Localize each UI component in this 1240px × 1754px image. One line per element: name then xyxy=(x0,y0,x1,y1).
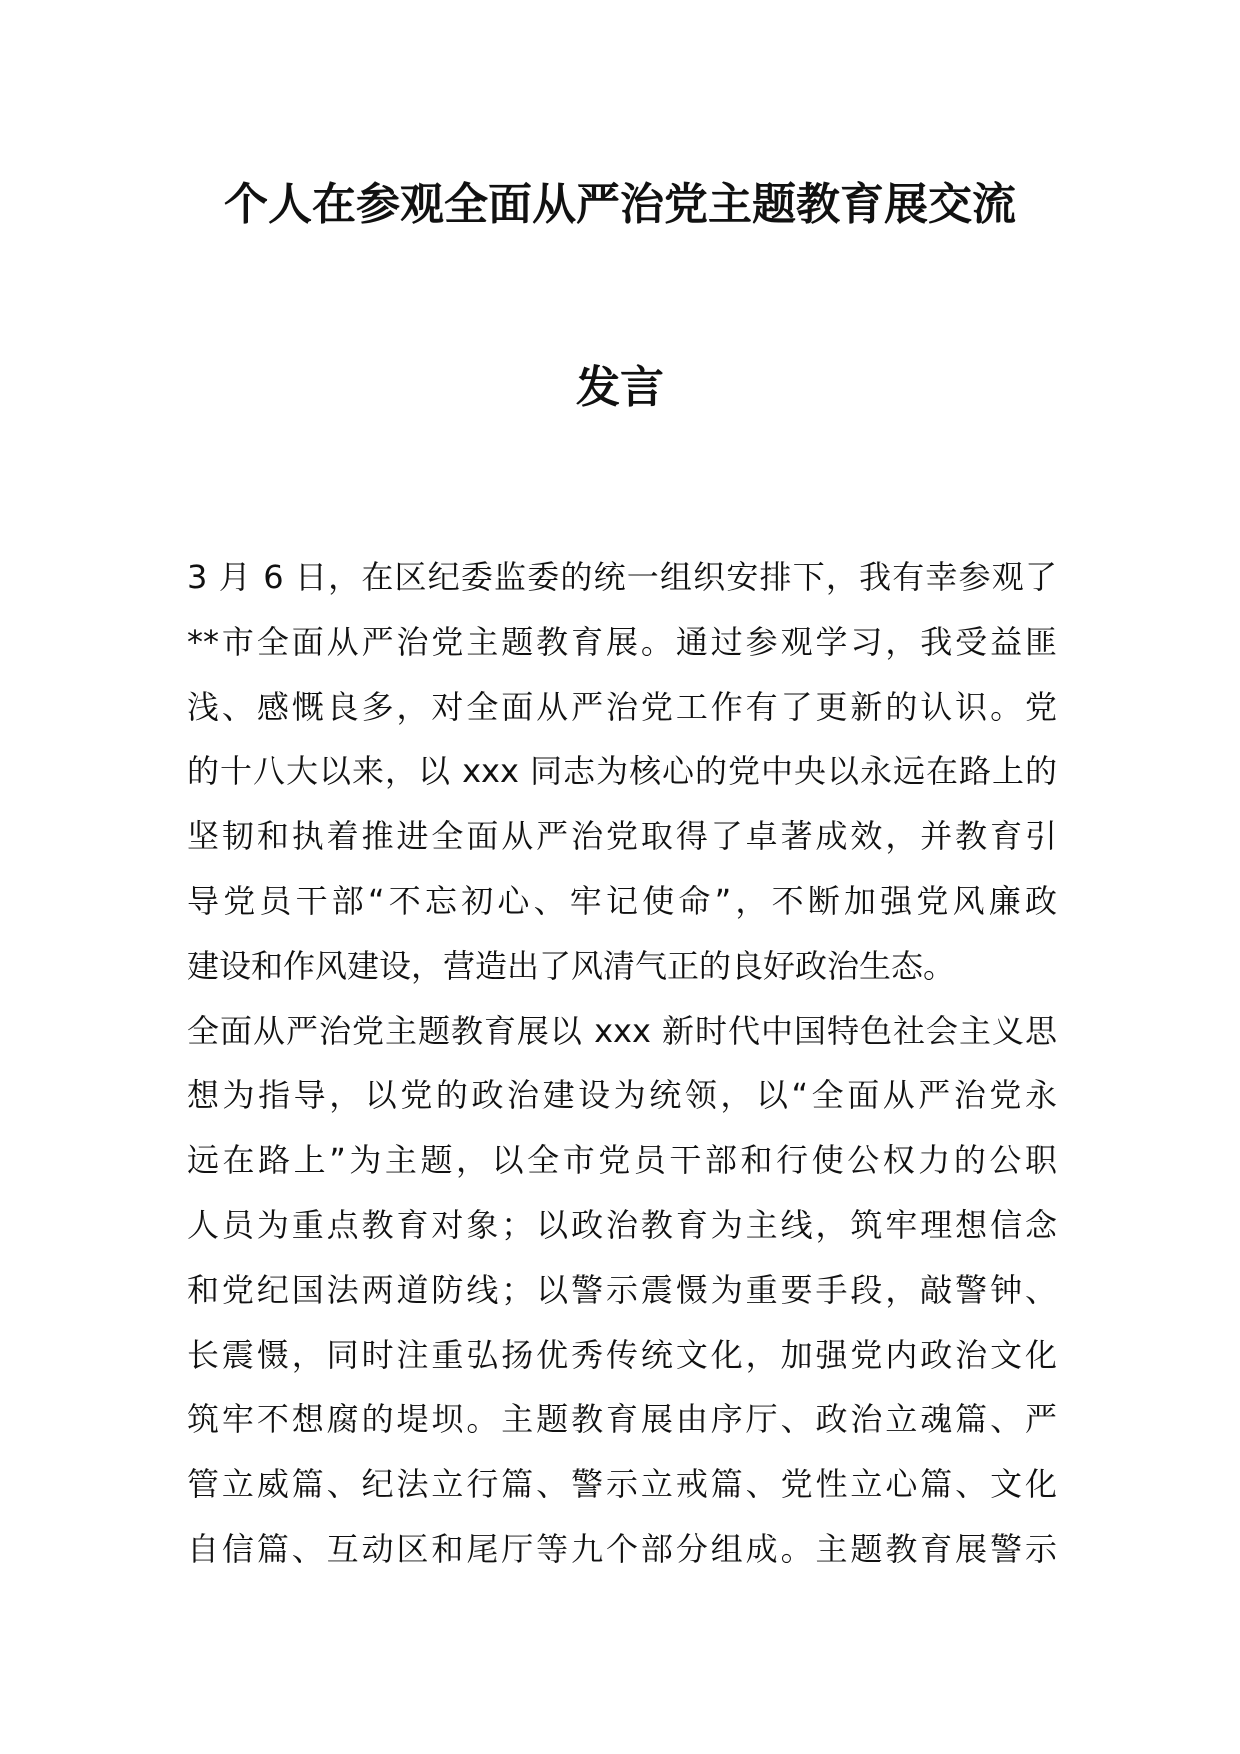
paragraph-line: 管立威篇、纪法立行篇、警示立戒篇、党性立心篇、文化 xyxy=(187,1465,1057,1504)
paragraph-line: 筑牢不想腐的堤坝。主题教育展由序厅、政治立魂篇、严 xyxy=(187,1400,1057,1439)
paragraph-line: 自信篇、互动区和尾厅等九个部分组成。主题教育展警示 xyxy=(187,1529,1057,1568)
document-body xyxy=(187,545,1057,1582)
paragraph-line: 人员为重点教育对象；以政治教育为主线，筑牢理想信念 xyxy=(187,1205,1057,1244)
document-title-line-1: 个人在参观全面从严治党主题教育展交流 xyxy=(224,179,1016,230)
paragraph-line: 的十八大以来，以 xxx 同志为核心的党中央以永远在路上的 xyxy=(187,752,1057,791)
paragraph-line: 远在路上”为主题，以全市党员干部和行使公权力的公职 xyxy=(187,1141,1057,1180)
paragraph-line: 和党纪国法两道防线；以警示震慑为重要手段，敲警钟、 xyxy=(187,1270,1057,1309)
paragraph-line: **市全面从严治党主题教育展。通过参观学习，我受益匪 xyxy=(187,622,1057,661)
paragraph-line: 浅、感慨良多，对全面从严治党工作有了更新的认识。党 xyxy=(187,687,1057,726)
paragraph-line: 长震慑，同时注重弘扬优秀传统文化，加强党内政治文化 xyxy=(187,1335,1057,1374)
paragraph-line: 坚韧和执着推进全面从严治党取得了卓著成效，并教育引 xyxy=(187,817,1057,856)
paragraph-line: 想为指导，以党的政治建设为统领，以“全面从严治党永 xyxy=(187,1076,1057,1115)
document-title-line-2: 发言 xyxy=(576,362,664,413)
paragraph-2 xyxy=(187,999,1057,1582)
paragraph-line: 全面从严治党主题教育展以 xxx 新时代中国特色社会主义思 xyxy=(187,1011,1057,1050)
paragraph-line: 建设和作风建设，营造出了风清气正的良好政治生态。 xyxy=(187,946,956,985)
paragraph-line: 导党员干部“不忘初心、牢记使命”，不断加强党风廉政 xyxy=(187,881,1057,920)
paragraph-line: 3 月 6 日，在区纪委监委的统一组织安排下，我有幸参观了 xyxy=(187,558,1057,596)
paragraph-1 xyxy=(187,545,1057,999)
